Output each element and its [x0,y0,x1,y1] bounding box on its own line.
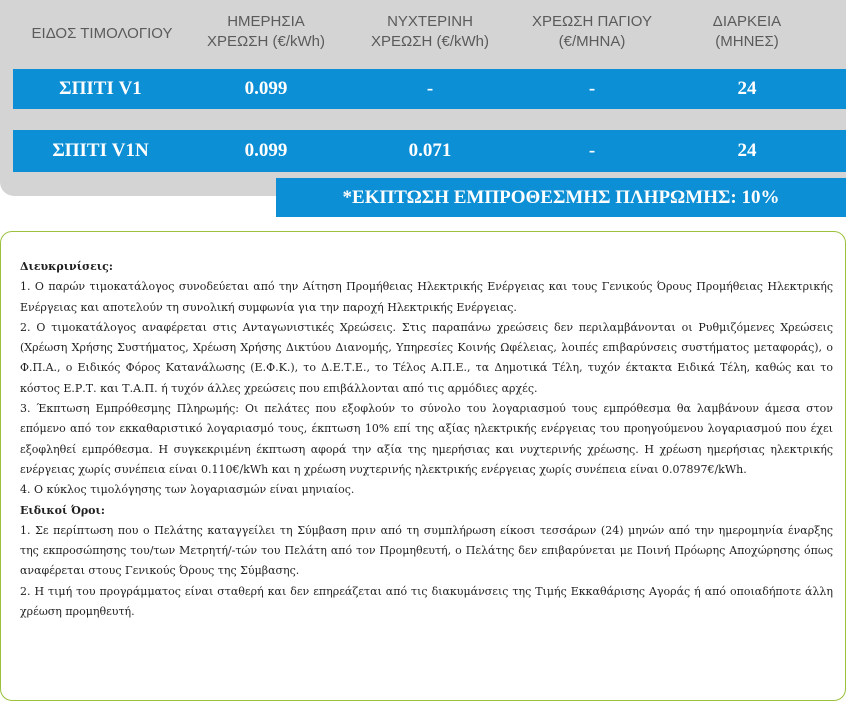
clarifications-heading: Διευκρινίσεις: [20,260,113,273]
clarification-item: 2. Ο τιμοκατάλογος αναφέρεται στις Ανταγωνιστικές Χρεώσεις. Στις παραπάνω χρεώσεις δεν περιλαμβάνονται οι Ρυθμιζόμενες Χρεώσεις (Χρέωση Χρήσης Συστήματος, Χρέωση Χρήσης Δικτύου Διανομής, Υπηρεσίες Κοινής Ωφέλειας, λοιπές επιβαρύνσεις συστήματος μεταφοράς), ο Φ.Π.Α., ο Ειδικός Φόρος Κατανάλωσης (Ε.Φ.Κ.), το Δ.Ε.Τ.Ε., το Τέλος Α.Π.Ε., τα Δημοτικά Τέλη, τυχόν έκτακτα Ειδικά Τέλη, καθώς και το κόστος Ε.Ρ.Τ. και Τ.Α.Π. ή τυχόν άλλες χρεώσεις που επιβάλλονται από τις αρμόδιες αρχές. [20,320,833,395]
header-line: ΧΡΕΩΣΗ (€/kWh) [370,33,489,50]
header-line: ΧΡΕΩΣΗ ΠΑΓΙΟΥ [532,13,652,30]
special-term-item: 2. Η τιμή του προγράμματος είναι σταθερή και δεν επηρεάζεται από τις διακυμάνσεις της Τιμής Εκκαθάρισης Αγοράς ή από οποιαδήποτε άλλη χρέωση προμηθευτή. [20,584,833,619]
fixed-charge-value: - [588,78,596,99]
duration-value: 24 [737,78,757,99]
tariff-row-v1n [13,130,846,172]
notes-box [0,231,846,701]
day-charge-value: 0.099 [244,78,288,99]
night-charge-value: 0.071 [408,140,452,161]
discount-banner: *ΕΚΠΤΩΣΗ ΕΜΠΡΟΘΕΣΜΗΣ ΠΛΗΡΩΜΗΣ: 10% [276,178,846,217]
header-line: ΝΥΧΤΕΡΙΝΗ [387,13,473,30]
night-charge-value: - [426,78,434,99]
clarification-item: 3. Έκπτωση Εμπρόθεσμης Πληρωμής: Οι πελάτες που εξοφλούν το σύνολο του λογαριασμού τους εμπρόθεσμα θα λαμβάνουν άμεσα στον επόμενο από τον εκκαθαριστικό λογαριασμό τους, έκπτωση 10% επί της αξίας ηλεκτρικής ενέργειας του προηγούμενου λογαριασμού που έχει εξοφληθεί εμπρόθεσμα. Η συγκεκριμένη έκπτωση αφορά την αξία της ημερήσιας και νυχτερινής χρέωσης. Η χρέωση ημερήσιας ηλεκτρικής ενέργειας χωρίς συνέπεια είναι 0.110€/kWh και η χρέωση νυχτερινής ηλεκτρικής ενέργειας χωρίς συνέπεια είναι 0.07897€/kWh. [20,402,833,476]
day-charge-value: 0.099 [244,140,288,161]
tariff-name: ΣΠΙΤΙ V1 [59,78,142,99]
header-line: (ΜΗΝΕΣ) [715,33,779,50]
tariff-name: ΣΠΙΤΙ V1N [52,140,149,161]
header-line: ΔΙΑΡΚΕΙΑ [712,13,782,30]
special-term-item: 1. Σε περίπτωση που ο Πελάτης καταγγείλει τη Σύμβαση πριν από τη συμπλήρωση είκοσι τεσσάρων (24) μηνών από την ημερομηνία έναρξης της εκπροσώπησης του/των Μετρητή/-τών του Πελάτη από τον Προμηθευτή, ο Πελάτης δεν επιβαρύνεται με Ποινή Πρόωρης Αποχώρησης όπως αναφέρεται στους Γενικούς Όρους της Σύμβασης. [20,523,833,578]
header-line: ΗΜΕΡΗΣΙΑ [227,13,305,30]
header-line: ΧΡΕΩΣΗ (€/kWh) [206,33,325,50]
header-tariff-type [14,24,190,44]
tariff-row-v1 [13,69,846,109]
clarification-item: 1. Ο παρών τιμοκατάλογος συνοδεύεται από την Αίτηση Προμήθειας Ηλεκτρικής Ενέργειας και τους Γενικούς Όρους Προμήθειας Ηλεκτρικής Ενέργειας και αποτελούν τη συνολική συμφωνία για την παροχή Ηλεκτρικής Ενέργειας. [20,280,833,314]
header-day-charge [186,12,346,52]
clarification-item: 4. Ο κύκλος τιμολόγησης των λογαριασμών είναι μηνιαίος. [20,483,355,497]
header-night-charge [350,12,510,52]
special-terms-heading: Ειδικοί Όροι: [20,503,105,517]
fixed-charge-value: - [588,140,596,161]
tariff-table [0,0,846,196]
header-fixed-charge [511,12,673,52]
duration-value: 24 [737,140,757,161]
header-line: ΕΙΔΟΣ ΤΙΜΟΛΟΓΙΟΥ [31,25,173,42]
header-line: (€/ΜΗΝΑ) [558,33,626,50]
header-duration [674,12,820,52]
